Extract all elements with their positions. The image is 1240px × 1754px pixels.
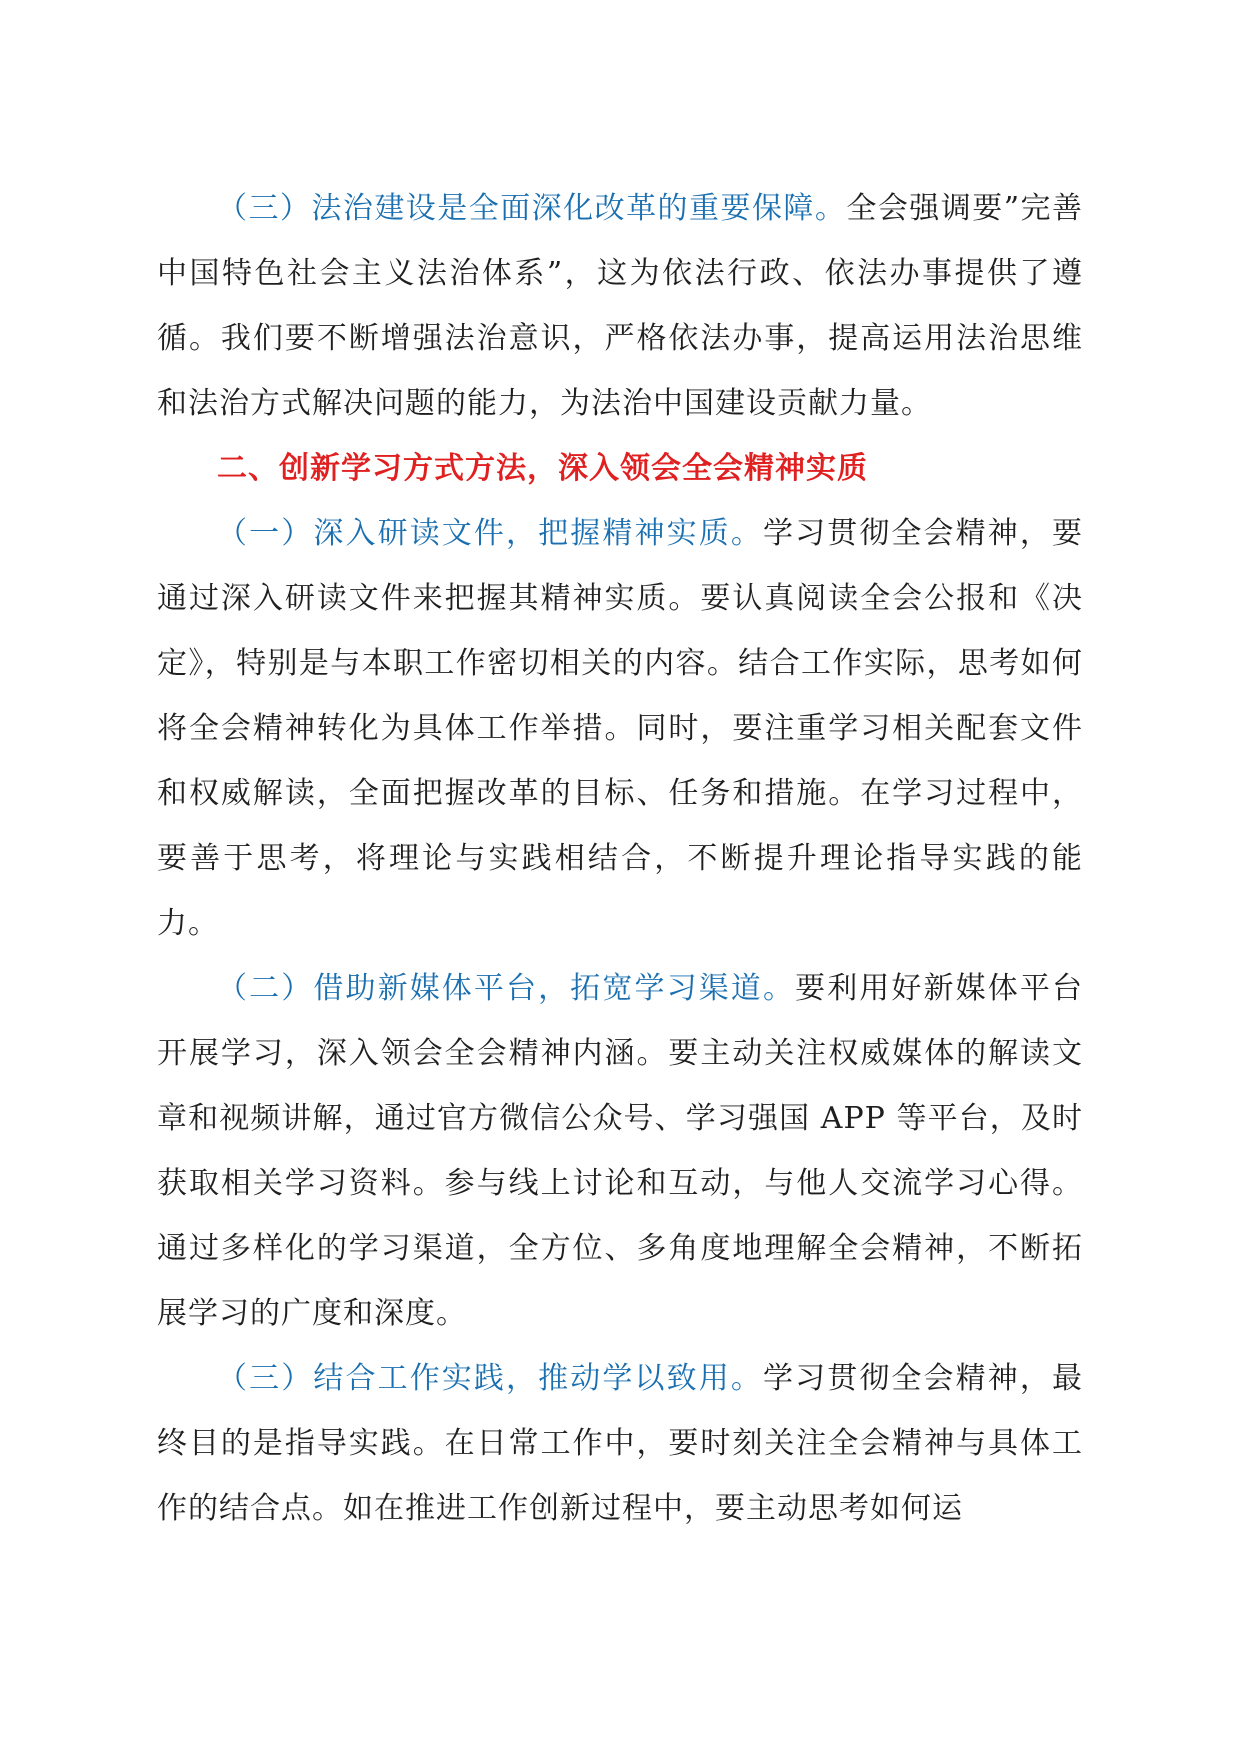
section-heading-innovate-learning: 二、创新学习方式方法，深入领会全会精神实质 xyxy=(217,451,868,486)
paragraph-text: 要利用好新媒体平台开展学习，深入领会全会精神内涵。要主动关注权威媒体的解读文章和视频讲解，通过官方微信公众号、学习强国 APP 等平台，及时获取相关学习资料。参与线上讨论和互动，与他人交流学习心得。通过多样化的学习渠道，全方位、多角度地理解全会精神，不断拓展学习的广度和深度。 xyxy=(157,971,1084,1331)
document-body xyxy=(157,176,1083,1541)
subheading-study-documents: （一）深入研读文件，把握精神实质。 xyxy=(217,516,763,551)
paragraph-study-documents xyxy=(157,501,1083,956)
subheading-new-media: （二）借助新媒体平台，拓宽学习渠道。 xyxy=(217,971,796,1006)
subheading-rule-of-law: （三）法治建设是全面深化改革的重要保障。 xyxy=(217,191,847,226)
subheading-practice: （三）结合工作实践，推动学以致用。 xyxy=(217,1361,763,1396)
paragraph-rule-of-law xyxy=(157,176,1083,436)
paragraph-new-media xyxy=(157,956,1083,1346)
paragraph-text: 全会强调要”完善中国特色社会主义法治体系”，这为依法行政、依法办事提供了遵循。我们要不断增强法治意识，严格依法办事，提高运用法治思维和法治方式解决问题的能力，为法治中国建设贡献力量。 xyxy=(157,191,1083,421)
paragraph-practice xyxy=(157,1346,1083,1541)
paragraph-text: 学习贯彻全会精神，最终目的是指导实践。在日常工作中，要时刻关注全会精神与具体工作的结合点。如在推进工作创新过程中，要主动思考如何运 xyxy=(157,1361,1084,1526)
paragraph-text: 学习贯彻全会精神，要通过深入研读文件来把握其精神实质。要认真阅读全会公报和《决定》，特别是与本职工作密切相关的内容。结合工作实际，思考如何将全会精神转化为具体工作举措。同时，要注重学习相关配套文件和权威解读，全面把握改革的目标、任务和措施。在学习过程中，要善于思考，将理论与实践相结合，不断提升理论指导实践的能力。 xyxy=(157,516,1084,941)
